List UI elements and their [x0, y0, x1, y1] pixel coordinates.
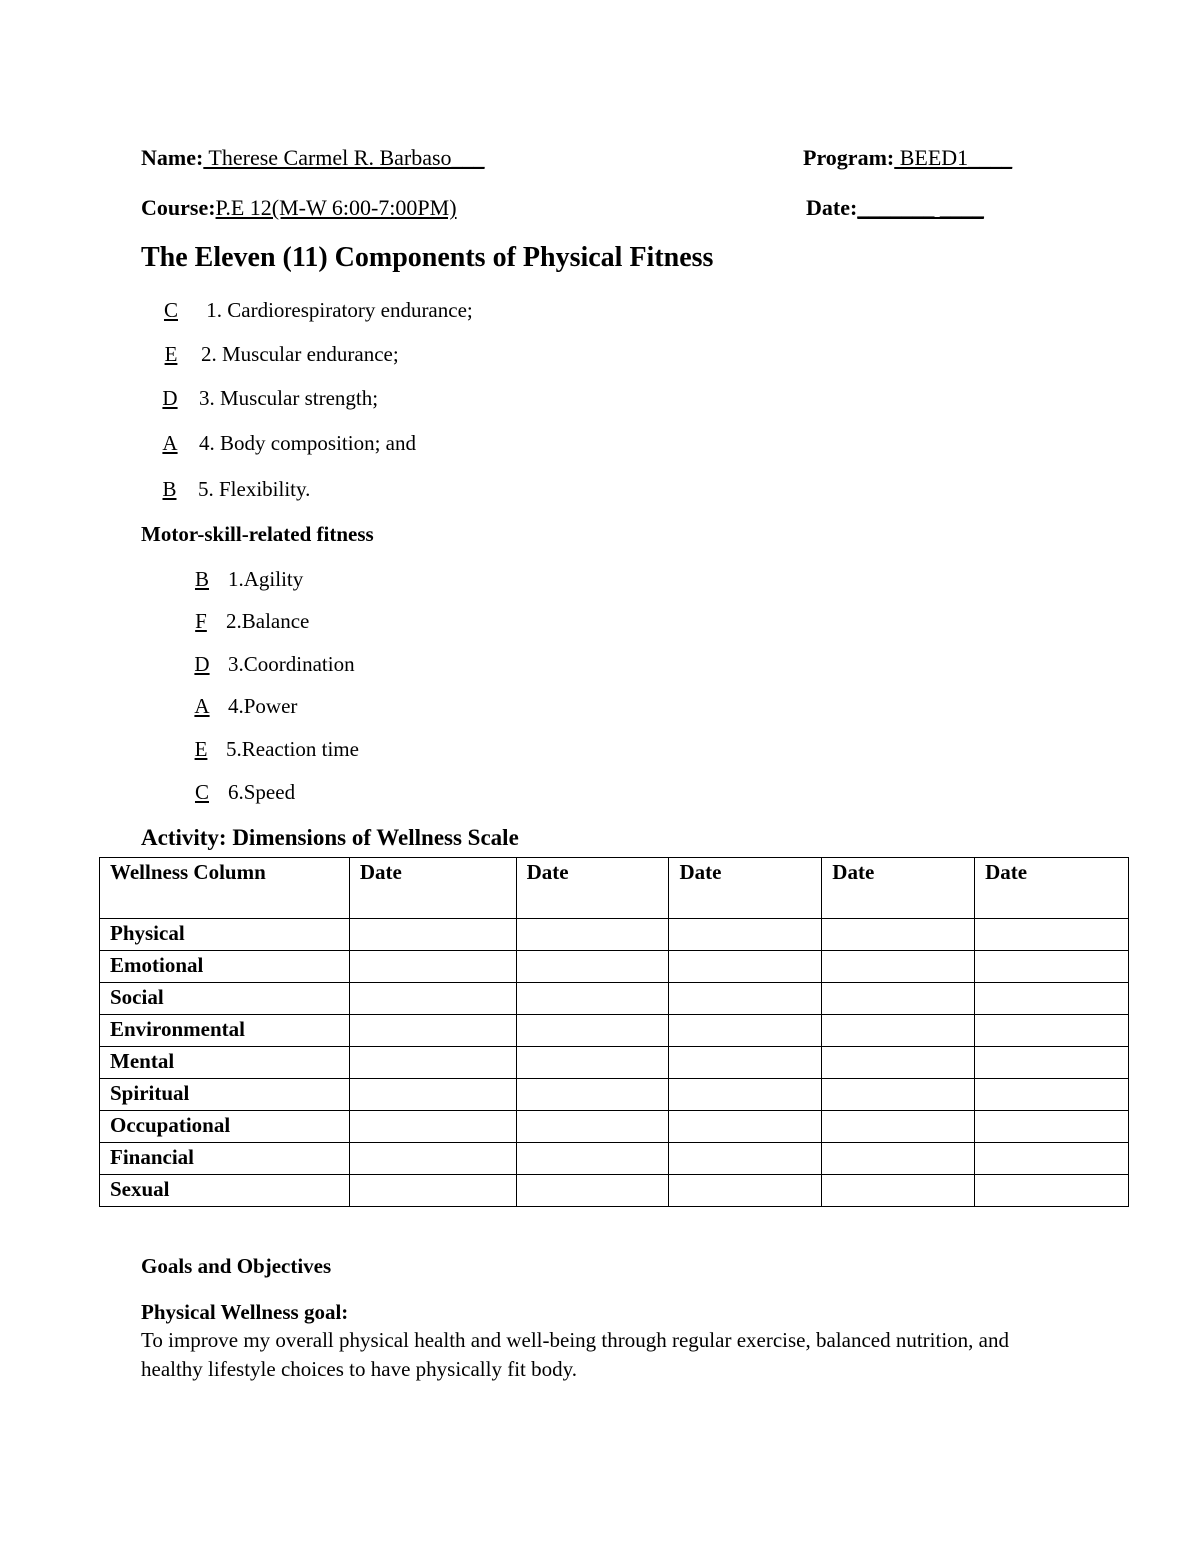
header-cell: Date: [349, 858, 516, 919]
program-value: BEED1____: [894, 145, 1013, 170]
table-cell: [975, 1015, 1129, 1047]
answer-blank: C: [163, 298, 178, 322]
wellness-table: [99, 857, 1129, 1207]
answer-blank: D: [194, 652, 210, 676]
table-cell: [516, 1175, 669, 1207]
item-text: 3. Muscular strength;: [199, 386, 379, 410]
item-text: 2.Balance: [226, 609, 310, 633]
table-header-row: [100, 858, 1129, 919]
table-cell: [822, 1175, 975, 1207]
answer-blank: B: [162, 477, 177, 501]
item-text: 3.Coordination: [228, 652, 355, 676]
date-field: [806, 195, 984, 221]
list-item: [176, 694, 297, 719]
list-item: [176, 609, 309, 634]
goals-heading: Goals and Objectives: [141, 1254, 332, 1278]
table-cell: [975, 951, 1129, 983]
answer-blank: A: [194, 694, 210, 718]
table-cell: [975, 983, 1129, 1015]
course-label: Course:: [141, 195, 216, 220]
header-cell: Date: [516, 858, 669, 919]
table-row: [100, 983, 1129, 1015]
table-row: [100, 1111, 1129, 1143]
table-cell: [975, 1143, 1129, 1175]
name-label: Name:: [141, 145, 204, 170]
row-label: Spiritual: [100, 1079, 350, 1111]
table-cell: [349, 1111, 516, 1143]
table-cell: [349, 983, 516, 1015]
program-label: Program:: [803, 145, 895, 170]
row-label: Financial: [100, 1143, 350, 1175]
table-cell: [822, 951, 975, 983]
table-cell: [516, 983, 669, 1015]
list-item: [141, 298, 473, 323]
item-text: 2. Muscular endurance;: [201, 342, 399, 366]
table-cell: [516, 1079, 669, 1111]
table-cell: [822, 1079, 975, 1111]
table-cell: [516, 919, 669, 951]
table-cell: [822, 1015, 975, 1047]
table-cell: [975, 1079, 1129, 1111]
answer-blank: F: [195, 609, 207, 633]
course-field: [141, 195, 457, 221]
header-cell: Date: [669, 858, 822, 919]
row-label: Physical: [100, 919, 350, 951]
table-row: [100, 919, 1129, 951]
table-row: [100, 1175, 1129, 1207]
list-item: [176, 737, 359, 762]
physical-goal-text: To improve my overall physical health and well-being through regular exercise, balanced nutrition, and healthy lifestyle choices to have physically fit body.: [141, 1328, 1009, 1381]
table-cell: [975, 919, 1129, 951]
answer-blank: B: [194, 567, 209, 591]
answer-blank: D: [162, 386, 178, 410]
answer-blank: E: [164, 342, 178, 366]
row-label: Social: [100, 983, 350, 1015]
list-item: [141, 477, 310, 502]
table-cell: [669, 1143, 822, 1175]
table-row: [100, 1079, 1129, 1111]
table-cell: [822, 1111, 975, 1143]
table-row: [100, 1143, 1129, 1175]
header-cell: Wellness Column: [100, 858, 350, 919]
table-cell: [516, 951, 669, 983]
table-cell: [516, 1015, 669, 1047]
table-cell: [669, 1079, 822, 1111]
table-cell: [669, 983, 822, 1015]
motor-heading: Motor-skill-related fitness: [141, 522, 374, 546]
answer-blank: C: [194, 780, 209, 804]
table-cell: [822, 983, 975, 1015]
activity-heading: Activity: Dimensions of Wellness Scale: [141, 825, 519, 850]
table-cell: [349, 1047, 516, 1079]
item-text: 1. Cardiorespiratory endurance;: [201, 298, 473, 322]
table-row: [100, 1047, 1129, 1079]
name-value: Therese Carmel R. Barbaso___: [203, 145, 485, 170]
row-label: Environmental: [100, 1015, 350, 1047]
item-text: 6.Speed: [228, 780, 296, 804]
course-value: P.E 12(M-W 6:00-7:00PM): [215, 195, 457, 220]
table-row: [100, 951, 1129, 983]
table-cell: [669, 1175, 822, 1207]
row-label: Emotional: [100, 951, 350, 983]
page-title: The Eleven (11) Components of Physical Fitness: [141, 242, 714, 273]
item-text: 4. Body composition; and: [199, 431, 416, 455]
table-cell: [516, 1143, 669, 1175]
table-cell: [669, 919, 822, 951]
table-row: [100, 1015, 1129, 1047]
table-cell: [349, 951, 516, 983]
table-cell: [669, 951, 822, 983]
answer-blank: E: [194, 737, 208, 761]
list-item: [176, 567, 303, 592]
date-value: _______ ____: [857, 195, 984, 220]
row-label: Mental: [100, 1047, 350, 1079]
list-item: [141, 386, 378, 411]
table-cell: [669, 1111, 822, 1143]
item-text: 4.Power: [228, 694, 298, 718]
table-cell: [349, 1143, 516, 1175]
table-cell: [669, 1015, 822, 1047]
list-item: [141, 431, 416, 456]
table-cell: [669, 1047, 822, 1079]
list-item: [141, 342, 399, 367]
table-cell: [349, 919, 516, 951]
date-label: Date:: [806, 195, 858, 220]
row-label: Occupational: [100, 1111, 350, 1143]
program-field: [803, 145, 1012, 171]
list-item: [176, 652, 355, 677]
item-text: 5. Flexibility.: [198, 477, 311, 501]
header-cell: Date: [975, 858, 1129, 919]
table-cell: [822, 1143, 975, 1175]
table-cell: [975, 1111, 1129, 1143]
table-cell: [516, 1047, 669, 1079]
item-text: 1.Agility: [228, 567, 304, 591]
table-cell: [822, 1047, 975, 1079]
table-cell: [516, 1111, 669, 1143]
table-cell: [349, 1175, 516, 1207]
name-field: [141, 145, 485, 171]
list-item: [176, 780, 295, 805]
answer-blank: A: [162, 431, 178, 455]
row-label: Sexual: [100, 1175, 350, 1207]
table-cell: [822, 919, 975, 951]
table-cell: [975, 1175, 1129, 1207]
table-cell: [349, 1079, 516, 1111]
table-cell: [975, 1047, 1129, 1079]
physical-goal-label: Physical Wellness goal:: [141, 1300, 349, 1324]
table-cell: [349, 1015, 516, 1047]
header-cell: Date: [822, 858, 975, 919]
item-text: 5.Reaction time: [226, 737, 359, 761]
